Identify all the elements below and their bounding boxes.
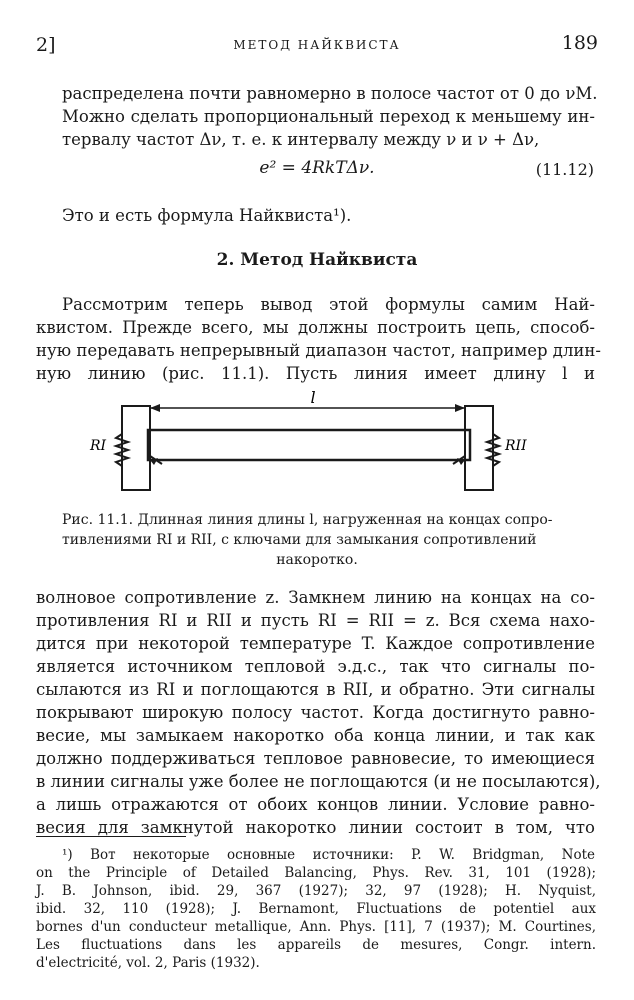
text-line: Это и есть формула Найквиста¹). [62, 206, 352, 225]
transmission-line [148, 430, 470, 460]
text-line: сылаются из RI и поглощаются в RII, и обратно. Эти сигналы [36, 680, 595, 699]
text-line: является источником тепловой э.д.с., так что сигналы по- [36, 657, 595, 676]
text-line: распределена почти равномерно в полосе частот от 0 до νM. [62, 84, 598, 103]
text-line: Можно сделать пропорциональный переход к меньшему ин- [62, 107, 595, 126]
transmission-line-figure [80, 388, 540, 498]
text-line: противления RI и RII и пусть RI = RII = z. Вся схема нахо- [36, 611, 595, 630]
footnote-divider [36, 836, 186, 837]
text-line: тервалу частот Δν, т. е. к интервалу между ν и ν + Δν, [62, 130, 540, 149]
text-line: покрывают широкую полосу частот. Когда достигнуто равно- [36, 703, 595, 722]
text-line: квистом. Прежде всего, мы должны построить цепь, способ- [36, 318, 595, 337]
figure-caption-line: Рис. 11.1. Длинная линия длины l, нагруженная на концах сопро- [62, 512, 553, 528]
figure-caption-line: тивлениями RI и RII, с ключами для замыкания сопротивлений [62, 532, 537, 548]
right-resistor-label: RII [505, 438, 527, 454]
section-title: 2. Метод Найквиста [216, 250, 418, 270]
left-end-box [122, 406, 150, 490]
length-label: l [310, 388, 316, 407]
figure-caption-line: накоротко. [276, 552, 358, 568]
footnote-line: ibid. 32, 110 (1928); J. Bernamont, Fluctuations de potentiel aux [36, 901, 596, 917]
footnote-line: ¹) Вот некоторые основные источники: P. W. Bridgman, Note [62, 847, 595, 863]
formula: e² = 4RkTΔν. [259, 158, 375, 178]
running-title: МЕТОД НАЙКВИСТА [233, 38, 401, 52]
footnote-line: on the Principle of Detailed Balancing, Phys. Rev. 31, 101 (1928); [36, 865, 596, 881]
page-number: 189 [561, 32, 598, 54]
footnote-line: J. B. Johnson, ibid. 29, 367 (1927); 32, 97 (1928); H. Nyquist, [36, 883, 596, 899]
text-line: ную линию (рис. 11.1). Пусть линия имеет длину l и [36, 364, 595, 383]
text-line: дится при некоторой температуре T. Каждое сопротивление [36, 634, 595, 653]
text-line: а лишь отражаются от обоих концов линии. Условие равно- [36, 795, 595, 814]
left-resistor-label: RI [90, 438, 107, 454]
text-line: весие, мы замыкаем накоротко оба конца линии, и так как [36, 726, 595, 745]
footnote-line: d'electricité, vol. 2, Paris (1932). [36, 955, 260, 971]
text-line: весия для замкнутой накоротко линии состоит в том, что [36, 818, 595, 837]
text-line: волновое сопротивление z. Замкнем линию на концах на со- [36, 588, 595, 607]
equation-number: (11.12) [535, 160, 594, 179]
text-line: в линии сигналы уже более не поглощаются (и не посылаются), [36, 772, 601, 791]
footnote-line: Les fluctuations dans les appareils de mesures, Congr. intern. [36, 937, 596, 953]
text-line: Рассмотрим теперь вывод этой формулы самим Най- [62, 295, 595, 314]
arrow-head-left [150, 404, 160, 412]
footnote-line: bornes d'un conducteur metallique, Ann. Phys. [11], 7 (1937); M. Courtines, [36, 919, 596, 935]
section-number: 2] [36, 34, 56, 56]
arrow-head-right [455, 404, 465, 412]
text-line: должно поддерживаться тепловое равновесие, то имеющиеся [36, 749, 595, 768]
text-line: ную передавать непрерывный диапазон частот, например длин- [36, 341, 602, 360]
